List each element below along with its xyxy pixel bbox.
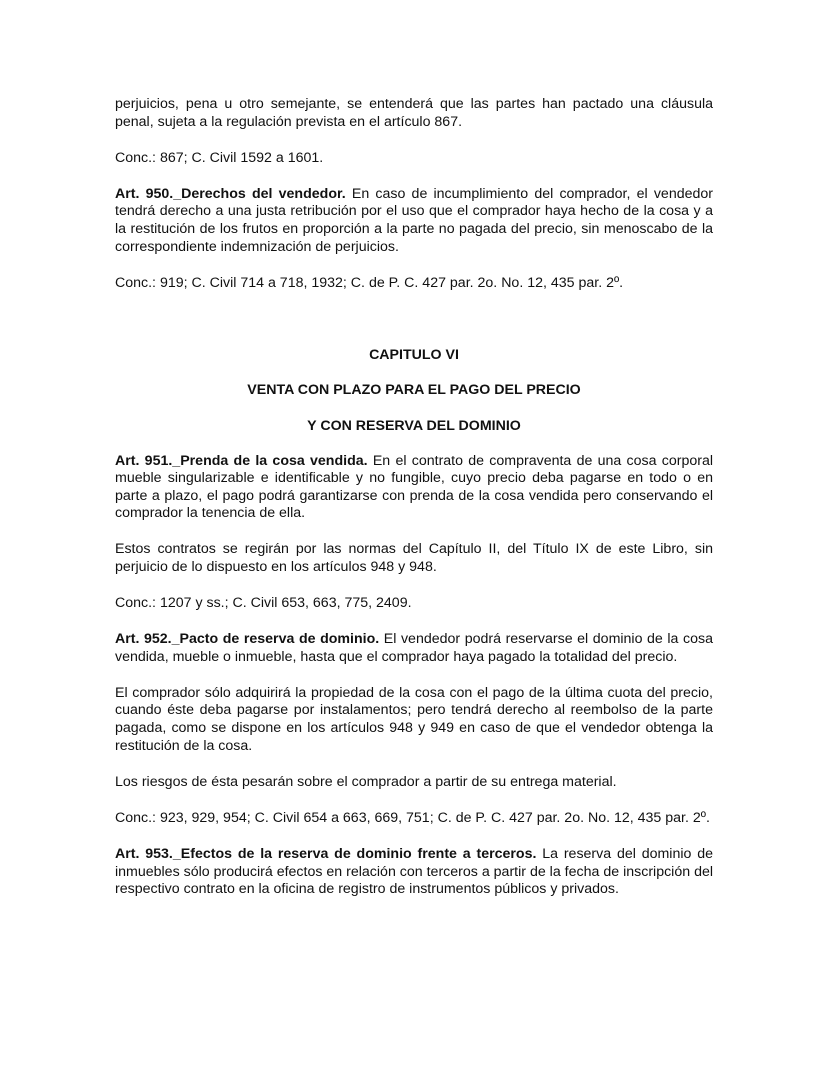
chapter-title-line-1: VENTA CON PLAZO PARA EL PAGO DEL PRECIO <box>247 382 581 399</box>
article-951-title: Art. 951._Prenda de la cosa vendida. <box>115 452 368 469</box>
article-951-text: En el contrato de compraventa de una cosa corporal mueble singularizable e identificable y no fungible, cuyo precio deba pagarse en todo o en parte a plazo, el pago podrá garantizarse con prenda de la cosa vendida pero conservando el comprador la tenencia de ella. <box>115 452 714 522</box>
concordance-867: Conc.: 867; C. Civil 1592 a 1601. <box>115 149 324 166</box>
article-952-paragraph-3: Los riesgos de ésta pesarán sobre el comprador a partir de su entrega material. <box>115 773 617 790</box>
article-953-title: Art. 953._Efectos de la reserva de dominio frente a terceros. <box>115 845 537 862</box>
article-951-paragraph-2: Estos contratos se regirán por las normas del Capítulo II, del Título IX de este Libro, sin perjuicio de lo dispuesto en los artículos 948 y 948. <box>115 541 713 575</box>
article-952-title: Art. 952._Pacto de reserva de dominio. <box>115 631 380 648</box>
section-spacer <box>115 311 713 347</box>
article-952 <box>115 631 713 666</box>
concordance-951: Conc.: 1207 y ss.; C. Civil 653, 663, 775, 2409. <box>115 595 412 612</box>
article-950-title: Art. 950._Derechos del vendedor. <box>115 185 346 202</box>
article-953 <box>115 846 713 899</box>
document-page <box>115 96 713 917</box>
article-952-text: El vendedor podrá reservarse el dominio de la cosa vendida, mueble o inmueble, hasta que el comprador haya pagado la totalidad del precio. <box>115 631 713 665</box>
paragraph-penalty-clause: perjuicios, pena u otro semejante, se entenderá que las partes han pactado una cláusula penal, sujeta a la regulación prevista en el artículo 867. <box>115 96 713 130</box>
concordance-952: Conc.: 923, 929, 954; C. Civil 654 a 663, 669, 751; C. de P. C. 427 par. 2o. No. 12, 435 par. 2º. <box>115 809 710 826</box>
article-952-paragraph-2: El comprador sólo adquirirá la propiedad de la cosa con el pago de la última cuota del precio, cuando éste deba pagarse por instalamentos; pero tendrá derecho al reembolso de la parte pagada, como se dispone en los artículos 948 y 949 en caso de que el vendedor obtenga la restitución de la cosa. <box>115 684 713 754</box>
chapter-title-line-2: Y CON RESERVA DEL DOMINIO <box>307 417 521 434</box>
concordance-950: Conc.: 919; C. Civil 714 a 718, 1932; C. de P. C. 427 par. 2o. No. 12, 435 par. 2º. <box>115 274 624 291</box>
article-951 <box>115 453 713 523</box>
article-950-text: En caso de incumplimiento del comprador, el vendedor tendrá derecho a una justa retribución por el uso que el comprador haya hecho de la cosa y a la restitución de los frutos en proporción a la parte no pagada del precio, sin menoscabo de la correspondiente indemnización de perjuicios. <box>115 185 713 255</box>
article-950 <box>115 186 713 256</box>
article-953-text: La reserva del dominio de inmuebles sólo producirá efectos en relación con terceros a partir de la fecha de inscripción del respectivo contrato en la oficina de registro de instrumentos públicos y privados. <box>115 845 713 898</box>
chapter-number: CAPITULO VI <box>369 346 459 363</box>
